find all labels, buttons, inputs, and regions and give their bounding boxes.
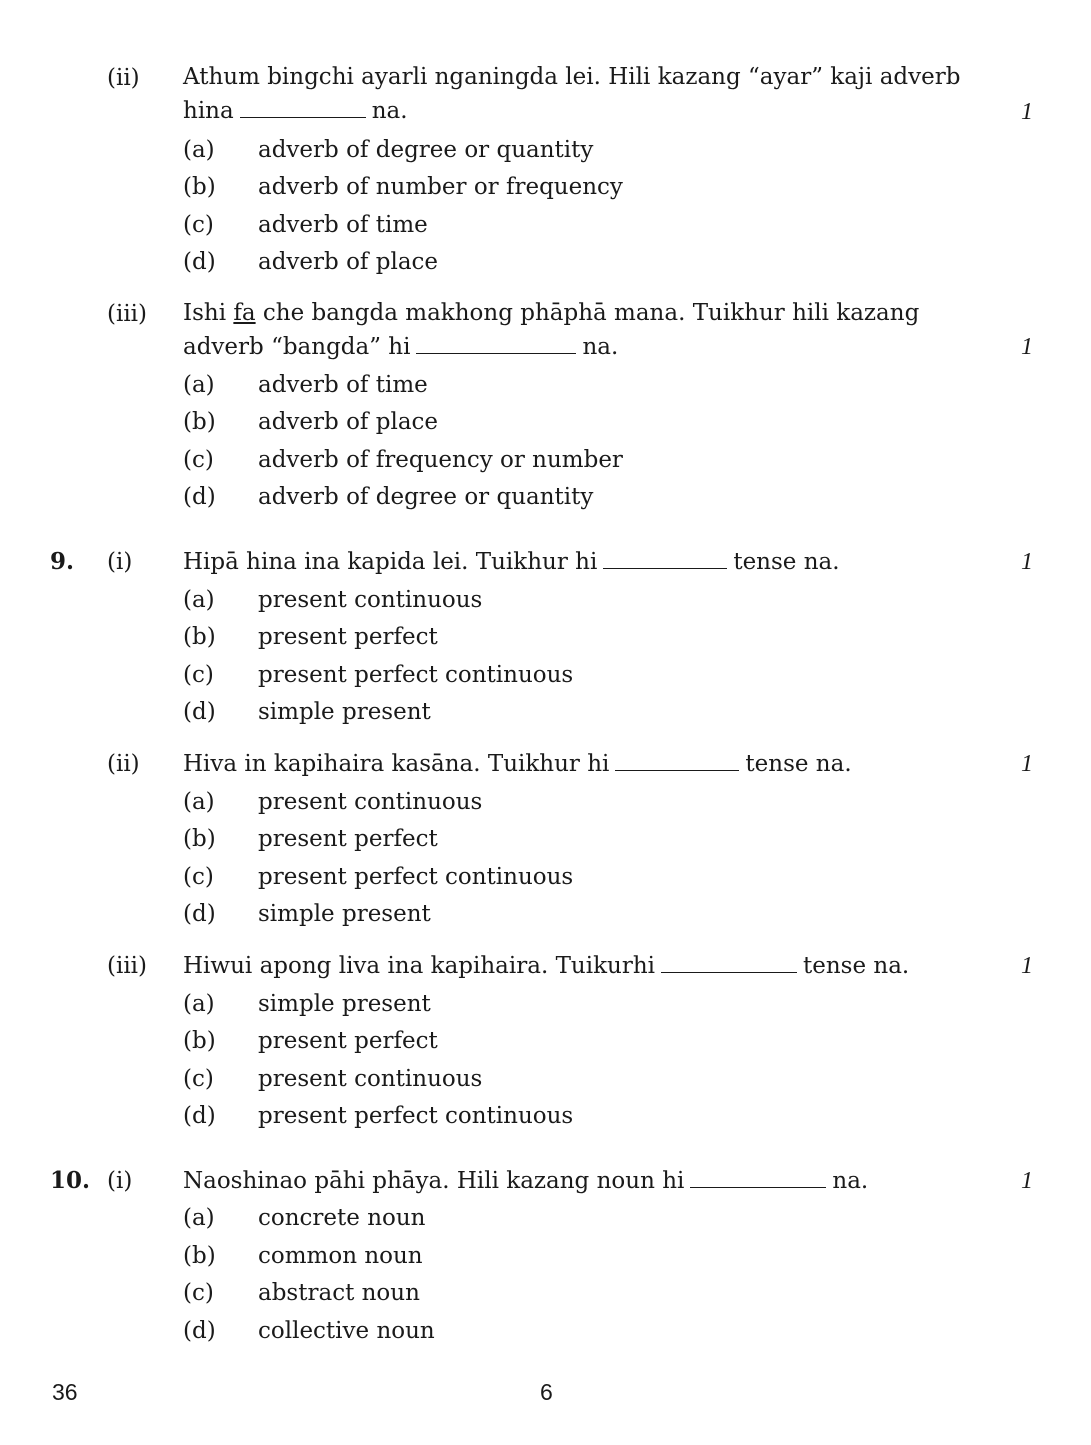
page-number: 6 <box>540 1379 553 1405</box>
question-stem <box>183 953 909 979</box>
option-text: adverb of degree or quantity <box>258 484 594 510</box>
marks-value: 1 <box>1021 751 1033 777</box>
option-letter: (c) <box>183 1280 214 1306</box>
option-letter: (c) <box>183 662 214 688</box>
question-stem <box>183 1168 868 1194</box>
option-text: present continuous <box>258 789 483 815</box>
marks-value: 1 <box>1021 549 1033 575</box>
option-text: present perfect continuous <box>258 1103 574 1129</box>
answer-blank <box>603 550 727 569</box>
stem-line-1: Athum bingchi ayarli nganingda lei. Hili kazang “ayar” kaji adverb <box>183 64 961 90</box>
option-text: adverb of place <box>258 409 439 435</box>
option-text: present continuous <box>258 587 483 613</box>
option-text: adverb of place <box>258 249 439 275</box>
stem-pre: Hiwui apong liva ina kapihaira. Tuikurhi <box>183 953 655 979</box>
option-letter: (b) <box>183 826 216 852</box>
option-letter: (b) <box>183 409 216 435</box>
option-letter: (c) <box>183 447 214 473</box>
sub-question-label: (iii) <box>107 953 148 979</box>
option-text: present perfect <box>258 1028 438 1054</box>
option-text: present perfect <box>258 624 438 650</box>
sub-question-label: (ii) <box>107 751 140 777</box>
sub-question-label: (iii) <box>107 301 148 327</box>
option-text: common noun <box>258 1243 423 1269</box>
option-letter: (a) <box>183 137 215 163</box>
marks-value: 1 <box>1021 1168 1033 1194</box>
option-text: adverb of number or frequency <box>258 174 623 200</box>
question-number: 9. <box>50 548 75 575</box>
option-letter: (d) <box>183 1103 216 1129</box>
question-stem <box>183 549 840 575</box>
option-text: present perfect continuous <box>258 662 574 688</box>
question-number: 10. <box>50 1167 91 1194</box>
option-letter: (a) <box>183 372 215 398</box>
option-letter: (c) <box>183 1066 214 1092</box>
option-text: present perfect continuous <box>258 864 574 890</box>
stem-post: tense na. <box>733 549 840 575</box>
paper-code: 36 <box>52 1379 78 1405</box>
option-letter: (c) <box>183 864 214 890</box>
option-letter: (b) <box>183 1028 216 1054</box>
option-text: abstract noun <box>258 1280 420 1306</box>
marks-value: 1 <box>1021 953 1033 979</box>
question-stem <box>183 296 979 364</box>
answer-blank <box>661 954 797 973</box>
option-text: present perfect <box>258 826 438 852</box>
option-text: simple present <box>258 901 431 927</box>
option-letter: (d) <box>183 699 216 725</box>
answer-blank <box>690 1169 826 1188</box>
stem-pre: Hiva in kapihaira kasāna. Tuikhur hi <box>183 751 610 777</box>
stem-line-2-post: na. <box>582 334 619 360</box>
underlined-word: fa <box>233 300 256 326</box>
option-text: simple present <box>258 991 431 1017</box>
stem-post: na. <box>832 1168 869 1194</box>
marks-value: 1 <box>1021 334 1033 360</box>
option-text: adverb of time <box>258 212 428 238</box>
sub-question-label: (ii) <box>107 65 140 91</box>
option-letter: (b) <box>183 624 216 650</box>
stem-pre: Naoshinao pāhi phāya. Hili kazang noun hi <box>183 1168 685 1194</box>
option-text: collective noun <box>258 1318 435 1344</box>
stem-post: tense na. <box>745 751 852 777</box>
option-letter: (a) <box>183 789 215 815</box>
answer-blank <box>240 99 366 118</box>
option-text: adverb of time <box>258 372 428 398</box>
stem-line-1b: che bangda makhong phāphā mana. Tuikhur hili kazang <box>262 300 920 326</box>
stem-post: tense na. <box>803 953 910 979</box>
option-text: simple present <box>258 699 431 725</box>
option-text: present continuous <box>258 1066 483 1092</box>
question-stem <box>183 60 979 128</box>
option-letter: (a) <box>183 991 215 1017</box>
option-letter: (a) <box>183 587 215 613</box>
option-letter: (d) <box>183 484 216 510</box>
stem-line-2-pre: adverb “bangda” hi <box>183 334 411 360</box>
stem-line-2-pre: hina <box>183 98 234 124</box>
stem-line-1a: Ishi <box>183 300 227 326</box>
option-text: adverb of degree or quantity <box>258 137 594 163</box>
option-letter: (a) <box>183 1205 215 1231</box>
stem-line-2-post: na. <box>371 98 408 124</box>
option-text: adverb of frequency or number <box>258 447 623 473</box>
sub-question-label: (i) <box>107 549 133 575</box>
option-letter: (d) <box>183 901 216 927</box>
option-letter: (d) <box>183 249 216 275</box>
answer-blank <box>416 335 576 354</box>
stem-pre: Hipā hina ina kapida lei. Tuikhur hi <box>183 549 598 575</box>
sub-question-label: (i) <box>107 1168 133 1194</box>
answer-blank <box>615 752 739 771</box>
option-text: concrete noun <box>258 1205 426 1231</box>
option-letter: (c) <box>183 212 214 238</box>
option-letter: (b) <box>183 1243 216 1269</box>
option-letter: (d) <box>183 1318 216 1344</box>
option-letter: (b) <box>183 174 216 200</box>
question-stem <box>183 751 852 777</box>
marks-value: 1 <box>1021 99 1033 125</box>
